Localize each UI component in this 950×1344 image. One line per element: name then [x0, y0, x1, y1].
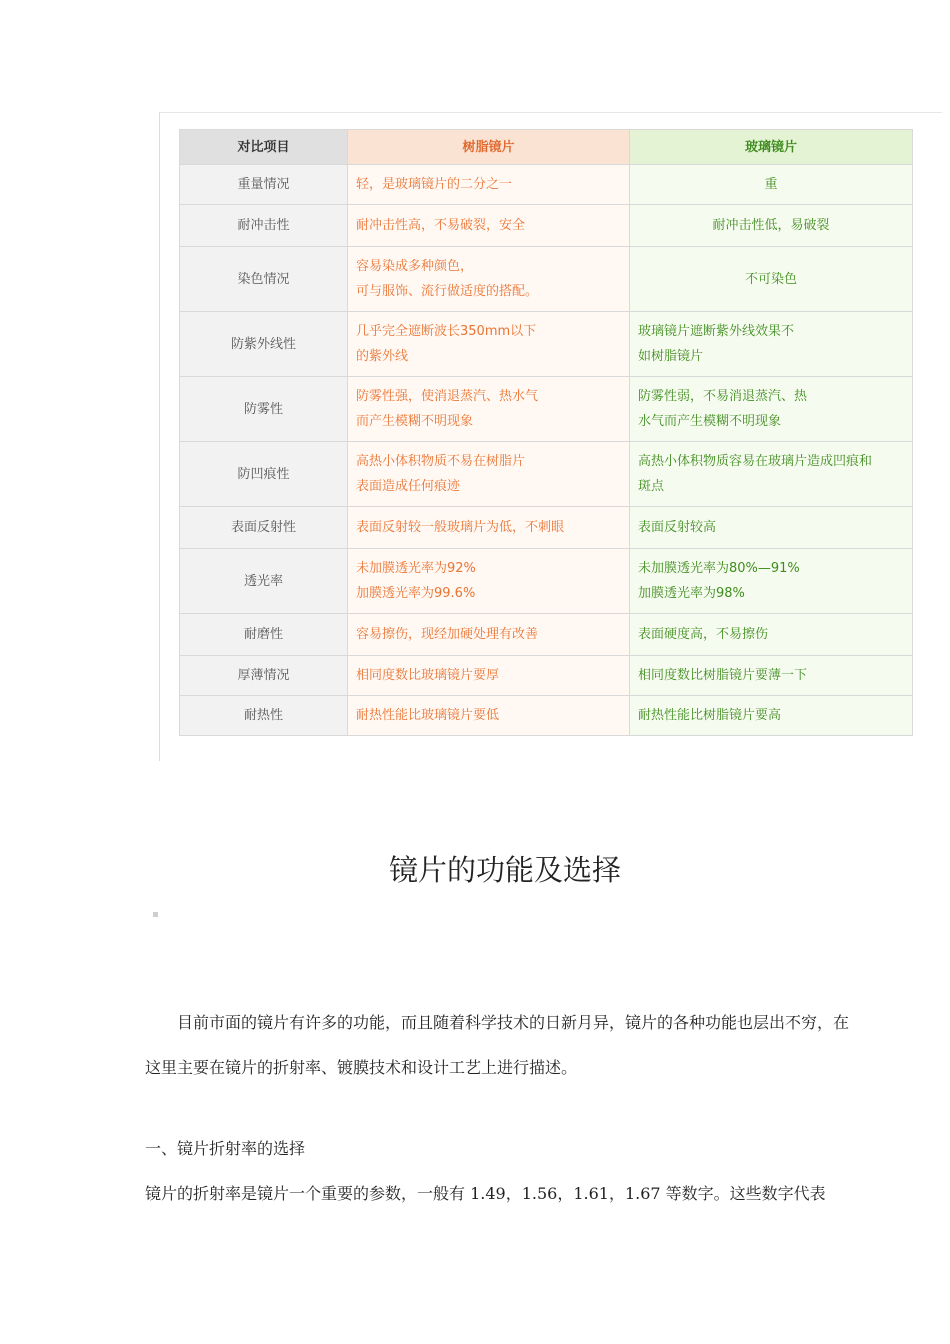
resin-lens-cell: 容易擦伤，现经加硬处理有改善	[348, 614, 630, 656]
glass-lens-cell: 耐热性能比树脂镜片要高	[630, 696, 913, 736]
resin-lens-cell: 未加膜透光率为92% 加膜透光率为99.6%	[348, 549, 630, 614]
page-title: 镜片的功能及选择	[388, 853, 621, 887]
header-glass-lens: 玻璃镜片	[630, 130, 913, 165]
resin-lens-cell: 防雾性强，使消退蒸汽、热水气 而产生模糊不明现象	[348, 377, 630, 442]
header-compare-item: 对比项目	[180, 130, 348, 165]
resin-lens-cell: 相同度数比玻璃镜片要厚	[348, 656, 630, 696]
table-header-row	[180, 130, 913, 165]
glass-lens-cell: 防雾性弱，不易消退蒸汽、热 水气而产生模糊不明现象	[630, 377, 913, 442]
section-paragraph: 镜片的折射率是镜片一个重要的参数，一般有 1.49，1.56，1.61，1.67 等数字。这些数字代表	[145, 1184, 826, 1203]
table-row	[180, 442, 913, 507]
resin-lens-cell: 表面反射较一般玻璃片为低，不刺眼	[348, 507, 630, 549]
compare-item-cell: 厚薄情况	[180, 656, 348, 696]
table-row	[180, 656, 913, 696]
glass-lens-cell: 重	[630, 165, 913, 205]
compare-item-cell: 耐磨性	[180, 614, 348, 656]
glass-lens-cell: 表面反射较高	[630, 507, 913, 549]
compare-item-cell: 防凹痕性	[180, 442, 348, 507]
compare-item-cell: 防雾性	[180, 377, 348, 442]
glass-lens-cell: 未加膜透光率为80%—91% 加膜透光率为98%	[630, 549, 913, 614]
resin-lens-cell: 轻，是玻璃镜片的二分之一	[348, 165, 630, 205]
glass-lens-cell: 表面硬度高，不易擦伤	[630, 614, 913, 656]
table-row	[180, 549, 913, 614]
compare-item-cell: 表面反射性	[180, 507, 348, 549]
glass-lens-cell: 不可染色	[630, 247, 913, 312]
table-row	[180, 312, 913, 377]
lens-comparison-table	[179, 129, 913, 736]
glass-lens-cell: 高热小体积物质容易在玻璃片造成凹痕和 斑点	[630, 442, 913, 507]
resin-lens-cell: 高热小体积物质不易在树脂片 表面造成任何痕迹	[348, 442, 630, 507]
table-row	[180, 205, 913, 247]
resin-lens-cell: 几乎完全遮断波长350mm以下 的紫外线	[348, 312, 630, 377]
compare-item-cell: 染色情况	[180, 247, 348, 312]
table-row	[180, 377, 913, 442]
header-resin-lens: 树脂镜片	[348, 130, 630, 165]
resin-lens-cell: 耐冲击性高，不易破裂，安全	[348, 205, 630, 247]
bullet-marker	[153, 912, 158, 917]
table-row	[180, 614, 913, 656]
table-row	[180, 507, 913, 549]
glass-lens-cell: 耐冲击性低，易破裂	[630, 205, 913, 247]
intro-paragraph: 目前市面的镜片有许多的功能，而且随着科学技术的日新月异，镜片的各种功能也层出不穷，在这里主要在镜片的折射率、镀膜技术和设计工艺上进行描述。	[145, 1013, 850, 1077]
glass-lens-cell: 相同度数比树脂镜片要薄一下	[630, 656, 913, 696]
glass-lens-cell: 玻璃镜片遮断紫外线效果不 如树脂镜片	[630, 312, 913, 377]
compare-item-cell: 耐冲击性	[180, 205, 348, 247]
compare-item-cell: 重量情况	[180, 165, 348, 205]
compare-item-cell: 透光率	[180, 549, 348, 614]
table-row	[180, 247, 913, 312]
compare-item-cell: 耐热性	[180, 696, 348, 736]
resin-lens-cell: 耐热性能比玻璃镜片要低	[348, 696, 630, 736]
section-heading: 一、镜片折射率的选择	[145, 1139, 306, 1158]
table-row	[180, 696, 913, 736]
table-row	[180, 165, 913, 205]
compare-item-cell: 防紫外线性	[180, 312, 348, 377]
resin-lens-cell: 容易染成多种颜色， 可与服饰、流行做适度的搭配。	[348, 247, 630, 312]
